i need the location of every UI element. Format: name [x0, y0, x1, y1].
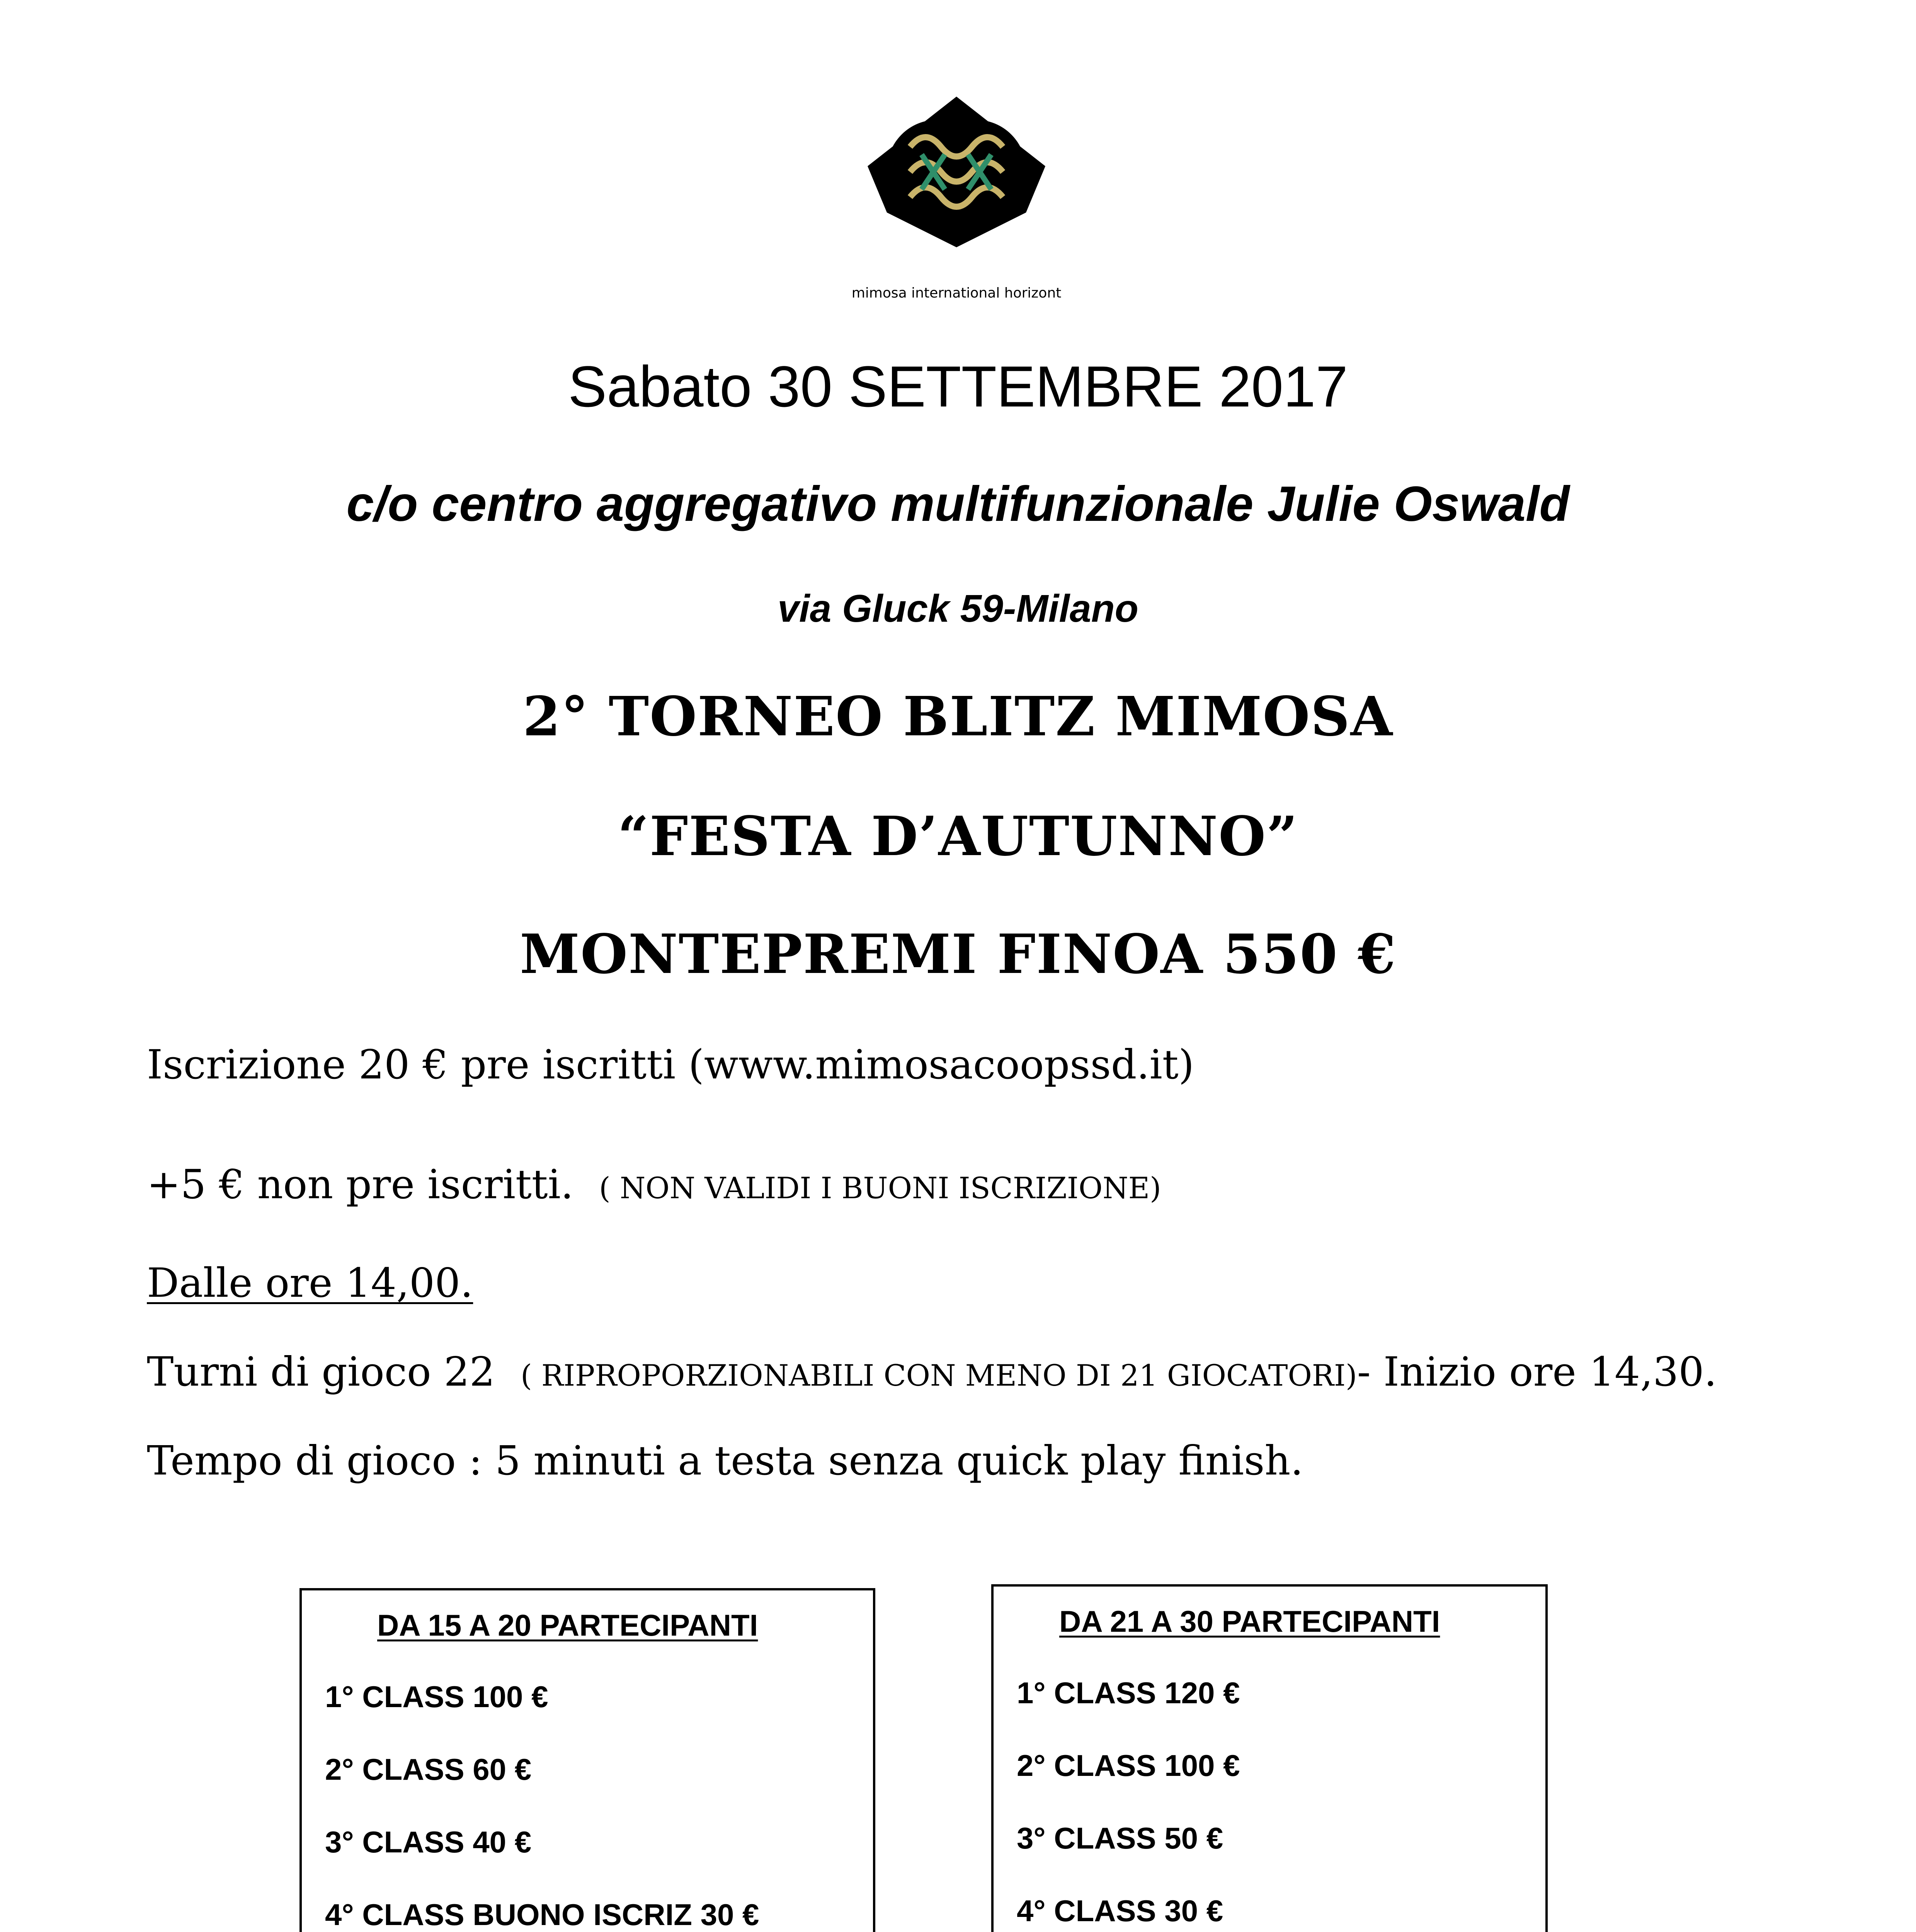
late-registration-fee: +5 € non pre iscritti.: [147, 1161, 573, 1208]
prize-row: 2° CLASS 60 €: [325, 1752, 532, 1786]
start-of-play: - Inizio ore 14,30.: [1357, 1348, 1717, 1395]
prize-box-heading: DA 21 A 30 PARTECIPANTI: [1059, 1604, 1440, 1638]
prize-box-15-20: [299, 1588, 875, 1932]
prize-row: 2° CLASS 100 €: [1017, 1748, 1240, 1782]
event-venue: c/o centro aggregativo multifunzionale Julie Oswald: [346, 476, 1570, 532]
prize-row: 4° CLASS 30 €: [1017, 1894, 1223, 1928]
mimosa-logo: [864, 97, 1049, 247]
start-time: Dalle ore 14,00.: [147, 1259, 473, 1306]
rounds-count: Turni di gioco 22: [147, 1348, 495, 1395]
prize-row: 3° CLASS 50 €: [1017, 1821, 1223, 1855]
registration-fee: Iscrizione 20 € pre iscritti (www.mimosacoopssd.it): [147, 1041, 1195, 1088]
rounds-note: ( RIPROPORZIONABILI CON MENO DI 21 GIOCATORI): [521, 1358, 1357, 1393]
time-control: Tempo di gioco : 5 minuti a testa senza quick play finish.: [147, 1437, 1303, 1484]
prize-pool: MONTEPREMI FINOA 550 €: [520, 923, 1396, 986]
logo-caption: mimosa international horizont: [851, 285, 1062, 301]
tournament-title: 2° TORNEO BLITZ MIMOSA: [522, 685, 1394, 748]
late-registration-note: ( NON VALIDI I BUONI ISCRIZIONE): [599, 1171, 1161, 1205]
prize-box-heading: DA 15 A 20 PARTECIPANTI: [377, 1608, 758, 1642]
event-address: via Gluck 59-Milano: [778, 587, 1138, 630]
tournament-subtitle: “FESTA D’AUTUNNO”: [618, 805, 1298, 868]
late-registration-line: [147, 1159, 1161, 1213]
prize-box-21-30: [991, 1584, 1548, 1932]
prize-row: 1° CLASS 100 €: [325, 1680, 548, 1714]
rounds-line: [147, 1347, 1717, 1401]
prize-row: 3° CLASS 40 €: [325, 1825, 532, 1859]
prize-row: 4° CLASS BUONO ISCRIZ 30 €: [325, 1898, 759, 1932]
prize-row: 1° CLASS 120 €: [1017, 1676, 1240, 1710]
event-date: Sabato 30 SETTEMBRE 2017: [568, 354, 1348, 419]
